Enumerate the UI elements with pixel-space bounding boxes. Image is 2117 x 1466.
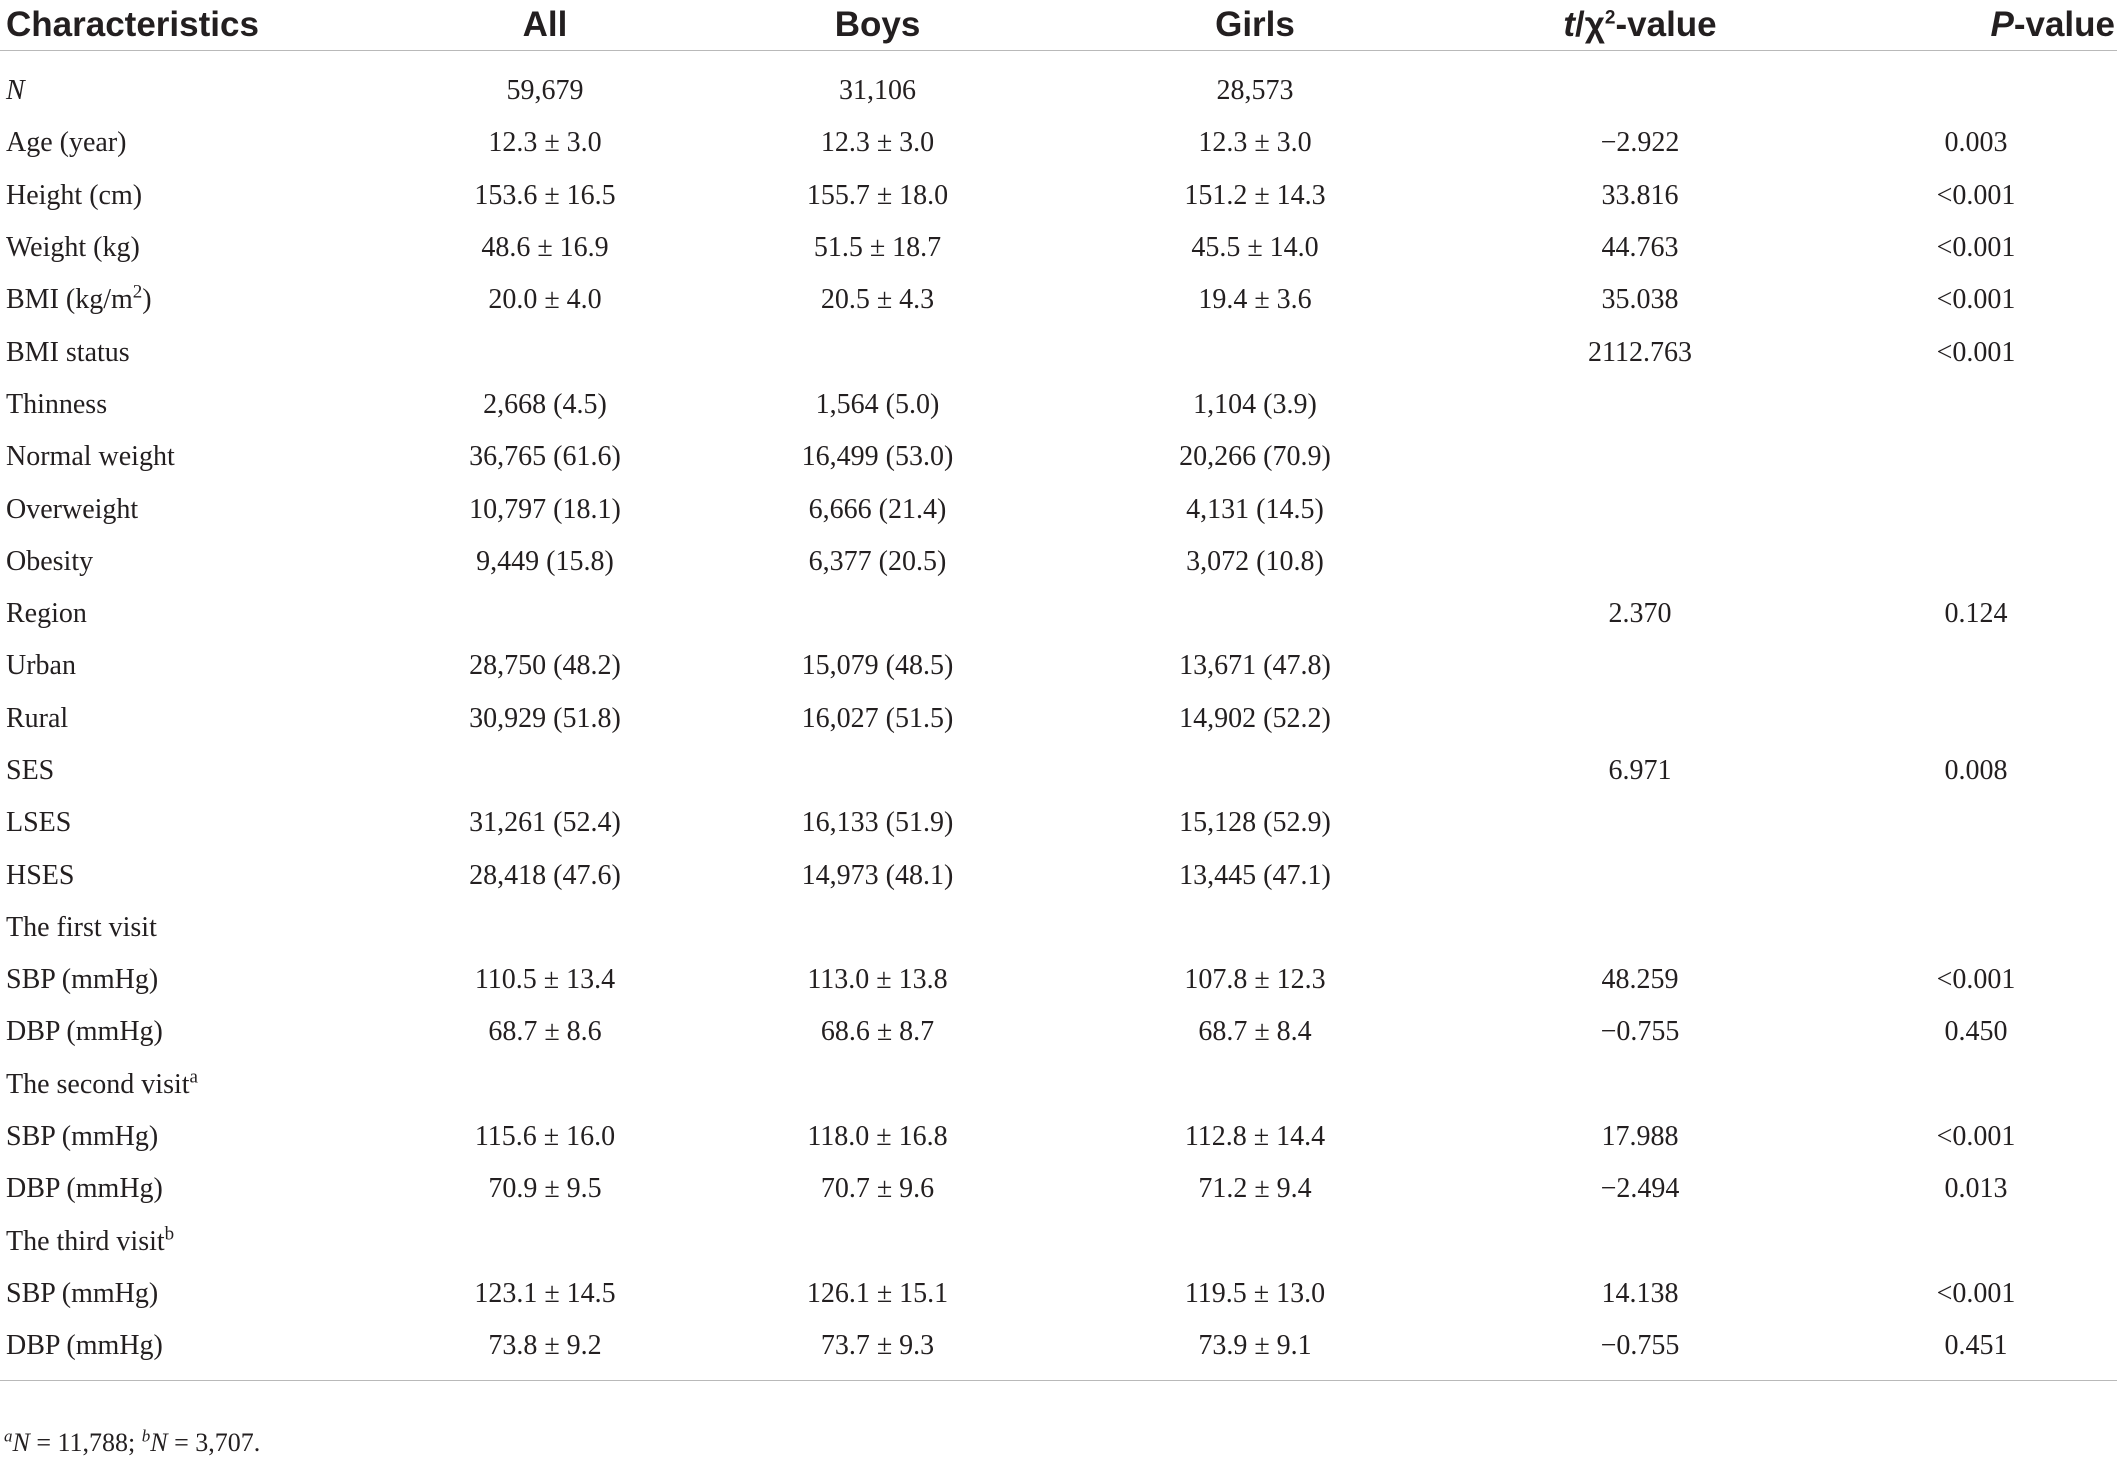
cell-p-value [1835, 1216, 2117, 1268]
footnote-a-mark: a [4, 1426, 13, 1446]
cell-all: 20.0 ± 4.0 [488, 284, 602, 316]
row-label [0, 1216, 400, 1268]
table-body [0, 51, 2117, 1381]
footnote-a-text: = 11,788; [29, 1428, 142, 1457]
cell-test-statistic: 14.138 [1601, 1277, 1679, 1309]
cell-p-value: 0.451 [1944, 1330, 2008, 1362]
cell-girls: 119.5 ± 13.0 [1184, 1277, 1326, 1309]
row-label [0, 954, 400, 1006]
cell-boys: 113.0 ± 13.8 [807, 964, 948, 996]
cell-p-value: <0.001 [1936, 1277, 2016, 1309]
table-row [0, 536, 2117, 588]
row-label [0, 1059, 400, 1111]
cell-all: 36,765 (61.6) [469, 441, 621, 473]
cell-test-statistic: 44.763 [1601, 232, 1679, 264]
table-row [0, 379, 2117, 431]
table-row [0, 65, 2117, 117]
table-row [0, 274, 2117, 326]
header-all: All [400, 0, 690, 51]
cell-boys [690, 902, 1065, 954]
cell-test-statistic [1445, 902, 1835, 954]
table-row [0, 954, 2117, 1006]
cell-p-value: 0.450 [1944, 1016, 2008, 1048]
cell-all: 68.7 ± 8.6 [488, 1016, 602, 1048]
table-row [0, 849, 2117, 901]
cell-test-statistic [1445, 640, 1835, 692]
cell-all: 30,929 (51.8) [469, 702, 621, 734]
cell-test-statistic [1445, 849, 1835, 901]
cell-all: 115.6 ± 16.0 [474, 1121, 616, 1153]
cell-all: 28,750 (48.2) [469, 650, 621, 682]
cell-test-statistic: 17.988 [1601, 1121, 1679, 1153]
table-row [0, 1059, 2117, 1111]
row-label [0, 745, 400, 797]
cell-boys: 70.7 ± 9.6 [820, 1173, 935, 1205]
cell-p-value [1835, 536, 2117, 588]
row-label-text: SBP (mmHg) [6, 1121, 159, 1153]
header-stat-suffix: -value [1615, 5, 1717, 44]
table-row [0, 902, 2117, 954]
row-label [0, 693, 400, 745]
footnote-b-n: N [150, 1428, 168, 1457]
table-bottom-rule [0, 1372, 2117, 1381]
footnote-b-text: = 3,707. [167, 1428, 261, 1457]
cell-test-statistic [1445, 483, 1835, 535]
row-label-text: SBP (mmHg) [6, 964, 159, 996]
cell-p-value: <0.001 [1936, 336, 2016, 368]
cell-p-value [1835, 1059, 2117, 1111]
cell-test-statistic: 35.038 [1601, 284, 1679, 316]
cell-test-statistic [1445, 379, 1835, 431]
row-label-text: DBP (mmHg) [6, 1330, 163, 1362]
table-row [0, 431, 2117, 483]
header-slash: / [1575, 5, 1585, 44]
row-label-text: Urban [6, 650, 76, 682]
cell-test-statistic: 6.971 [1608, 755, 1672, 786]
cell-girls: 15,128 (52.9) [1179, 807, 1331, 839]
cell-girls [1065, 745, 1445, 797]
row-label-text: SBP (mmHg) [6, 1277, 159, 1309]
table-row [0, 797, 2117, 849]
row-label-text: DBP (mmHg) [6, 1016, 163, 1048]
row-label [0, 379, 400, 431]
cell-test-statistic [1445, 797, 1835, 849]
cell-p-value: 0.008 [1944, 755, 2008, 786]
cell-test-statistic: −2.922 [1600, 127, 1680, 159]
cell-girls: 1,104 (3.9) [1193, 388, 1317, 420]
header-t-symbol: t [1563, 5, 1576, 44]
cell-all: 31,261 (52.4) [469, 807, 621, 839]
cell-girls [1065, 588, 1445, 640]
cell-boys: 68.6 ± 8.7 [820, 1016, 935, 1048]
cell-boys [690, 1216, 1065, 1268]
cell-p-value [1835, 640, 2117, 692]
cell-boys: 126.1 ± 15.1 [806, 1277, 949, 1309]
cell-p-value [1835, 431, 2117, 483]
row-label [0, 483, 400, 535]
table-row [0, 1268, 2117, 1320]
cell-p-value: 0.124 [1944, 598, 2008, 630]
cell-all: 10,797 (18.1) [469, 493, 621, 525]
cell-test-statistic [1445, 1216, 1835, 1268]
row-label [0, 1111, 400, 1163]
cell-p-value: <0.001 [1936, 964, 2016, 996]
cell-p-value: <0.001 [1936, 284, 2016, 316]
cell-boys: 155.7 ± 18.0 [806, 179, 949, 211]
cell-girls [1065, 1216, 1445, 1268]
header-characteristics: Characteristics [0, 0, 400, 51]
row-label-text: SES [6, 755, 55, 786]
row-label-text: Normal weight [6, 441, 175, 473]
row-label-text: Thinness [6, 388, 108, 420]
cell-test-statistic: 33.816 [1601, 179, 1679, 211]
cell-girls: 68.7 ± 8.4 [1198, 1016, 1312, 1048]
row-label [0, 170, 400, 222]
cell-girls: 112.8 ± 14.4 [1184, 1121, 1326, 1153]
cell-all: 70.9 ± 9.5 [488, 1173, 602, 1205]
row-label [0, 849, 400, 901]
cell-all: 28,418 (47.6) [469, 859, 621, 891]
cell-test-statistic: −2.494 [1600, 1173, 1680, 1205]
cell-all: 59,679 [506, 75, 584, 107]
cell-all: 12.3 ± 3.0 [488, 127, 602, 159]
row-label [0, 274, 400, 326]
table-row [0, 1163, 2117, 1215]
cell-p-value: 0.013 [1944, 1173, 2008, 1205]
cell-p-value [1835, 65, 2117, 117]
row-label [0, 588, 400, 640]
row-label [0, 1006, 400, 1058]
cell-p-value: 0.003 [1944, 127, 2008, 159]
row-label-text: Age (year) [6, 127, 127, 159]
cell-test-statistic [1445, 693, 1835, 745]
cell-p-value: <0.001 [1936, 232, 2016, 264]
cell-test-statistic: −0.755 [1600, 1016, 1680, 1048]
cell-test-statistic: 48.259 [1601, 964, 1679, 996]
cell-test-statistic [1445, 536, 1835, 588]
cell-p-value: <0.001 [1936, 179, 2016, 211]
table-row [0, 170, 2117, 222]
cell-boys: 12.3 ± 3.0 [820, 127, 935, 159]
cell-girls: 12.3 ± 3.0 [1198, 127, 1312, 159]
row-label-tail: ) [142, 284, 152, 316]
cell-boys: 118.0 ± 16.8 [807, 1121, 948, 1153]
row-label [0, 536, 400, 588]
header-chi-superscript: 2 [1604, 7, 1616, 29]
cell-boys: 31,106 [839, 75, 916, 107]
row-label-text: The third visit [6, 1225, 165, 1257]
cell-p-value [1835, 483, 2117, 535]
table-row [0, 1006, 2117, 1058]
table-row [0, 326, 2117, 378]
row-label-text: HSES [6, 859, 75, 891]
cell-girls [1065, 326, 1445, 378]
cell-all: 48.6 ± 16.9 [481, 232, 609, 264]
cell-all: 9,449 (15.8) [476, 545, 614, 577]
header-row [0, 0, 2117, 51]
cell-p-value [1835, 902, 2117, 954]
cell-boys: 14,973 (48.1) [801, 859, 954, 891]
header-p-value [1835, 0, 2117, 51]
table-row [0, 1111, 2117, 1163]
cell-girls [1065, 1059, 1445, 1111]
cell-test-statistic: 2.370 [1608, 598, 1672, 630]
cell-boys: 16,499 (53.0) [801, 441, 954, 473]
cell-all: 110.5 ± 13.4 [474, 964, 616, 996]
table-header [0, 0, 2117, 51]
row-label-text: LSES [6, 807, 72, 839]
cell-girls: 107.8 ± 12.3 [1184, 964, 1326, 996]
row-label [0, 1268, 400, 1320]
row-label [0, 1163, 400, 1215]
cell-boys [690, 326, 1065, 378]
row-label-text: Height (cm) [6, 179, 143, 211]
cell-test-statistic [1445, 65, 1835, 117]
cell-test-statistic: −0.755 [1600, 1330, 1680, 1362]
cell-boys [690, 745, 1065, 797]
cell-test-statistic: 2112.763 [1588, 336, 1692, 368]
row-label [0, 326, 400, 378]
cell-p-value [1835, 693, 2117, 745]
cell-boys: 6,377 (20.5) [808, 545, 947, 577]
cell-girls: 4,131 (14.5) [1186, 493, 1324, 525]
cell-girls: 28,573 [1216, 75, 1294, 107]
cell-boys: 16,027 (51.5) [801, 702, 954, 734]
cell-all [400, 1216, 690, 1268]
cell-boys: 73.7 ± 9.3 [820, 1330, 935, 1362]
row-label-superscript: 2 [132, 282, 143, 303]
cell-girls: 13,445 (47.1) [1179, 859, 1331, 891]
cell-boys: 16,133 (51.9) [801, 807, 954, 839]
cell-test-statistic [1445, 431, 1835, 483]
header-test-statistic [1445, 0, 1835, 51]
cell-p-value [1835, 797, 2117, 849]
row-label [0, 1320, 400, 1372]
cell-all [400, 326, 690, 378]
cell-girls: 13,671 (47.8) [1179, 650, 1331, 682]
cell-p-value: <0.001 [1936, 1121, 2016, 1153]
cell-all [400, 1059, 690, 1111]
cell-all [400, 902, 690, 954]
row-label-text: The first visit [6, 911, 157, 943]
cell-all [400, 588, 690, 640]
table-row [0, 222, 2117, 274]
cell-girls: 151.2 ± 14.3 [1184, 179, 1326, 211]
row-label [0, 65, 400, 117]
row-label-text: Rural [6, 702, 69, 734]
row-label-text: The second visit [6, 1068, 190, 1100]
row-label [0, 640, 400, 692]
row-label [0, 902, 400, 954]
cell-girls [1065, 902, 1445, 954]
cell-boys: 20.5 ± 4.3 [820, 284, 935, 316]
cell-all: 153.6 ± 16.5 [474, 179, 616, 211]
header-spacer [0, 51, 2117, 66]
cell-test-statistic [1445, 1059, 1835, 1111]
row-label [0, 117, 400, 169]
row-label-text: BMI (kg/m [6, 284, 133, 316]
row-label-superscript: a [189, 1066, 198, 1088]
cell-boys [690, 1059, 1065, 1111]
table-row [0, 1216, 2117, 1268]
row-label-text: Obesity [6, 545, 94, 577]
cell-boys: 6,666 (21.4) [808, 493, 947, 525]
row-label-text: Overweight [6, 493, 139, 525]
header-chi-symbol: χ [1584, 5, 1605, 44]
row-label-superscript: b [164, 1223, 175, 1245]
table-row [0, 117, 2117, 169]
row-label-text: Weight (kg) [6, 232, 140, 264]
table-row [0, 588, 2117, 640]
table-row [0, 745, 2117, 797]
cell-boys: 51.5 ± 18.7 [813, 232, 942, 264]
table-row [0, 483, 2117, 535]
cell-girls: 71.2 ± 9.4 [1198, 1173, 1312, 1205]
row-label [0, 797, 400, 849]
cell-girls: 3,072 (10.8) [1186, 545, 1324, 577]
footnote-b-mark: b [141, 1426, 151, 1446]
row-label-text: BMI status [6, 336, 130, 368]
cell-p-value [1835, 379, 2117, 431]
row-label-text: Region [6, 598, 87, 630]
cell-girls: 14,902 (52.2) [1179, 702, 1331, 734]
table-row [0, 1320, 2117, 1372]
row-label [0, 222, 400, 274]
cell-p-value [1835, 849, 2117, 901]
header-p-suffix: -value [2013, 5, 2115, 44]
table-row [0, 640, 2117, 692]
cell-all: 73.8 ± 9.2 [488, 1330, 602, 1362]
header-boys: Boys [690, 0, 1065, 51]
cell-all: 123.1 ± 14.5 [474, 1277, 616, 1309]
cell-boys: 1,564 (5.0) [815, 388, 940, 420]
row-label-text: DBP (mmHg) [6, 1173, 163, 1205]
cell-boys [690, 588, 1065, 640]
header-girls: Girls [1065, 0, 1445, 51]
cell-girls: 20,266 (70.9) [1179, 441, 1331, 473]
cell-girls: 45.5 ± 14.0 [1191, 232, 1319, 264]
footnote-a-n: N [12, 1428, 30, 1457]
cell-girls: 19.4 ± 3.6 [1198, 284, 1312, 316]
table-footnote [4, 1428, 260, 1458]
header-p-symbol: P [1990, 5, 2014, 44]
row-label [0, 431, 400, 483]
cell-all [400, 745, 690, 797]
row-label-text: N [6, 75, 25, 107]
table-row [0, 693, 2117, 745]
cell-all: 2,668 (4.5) [483, 388, 607, 420]
cell-girls: 73.9 ± 9.1 [1198, 1330, 1312, 1362]
cell-boys: 15,079 (48.5) [801, 650, 954, 682]
